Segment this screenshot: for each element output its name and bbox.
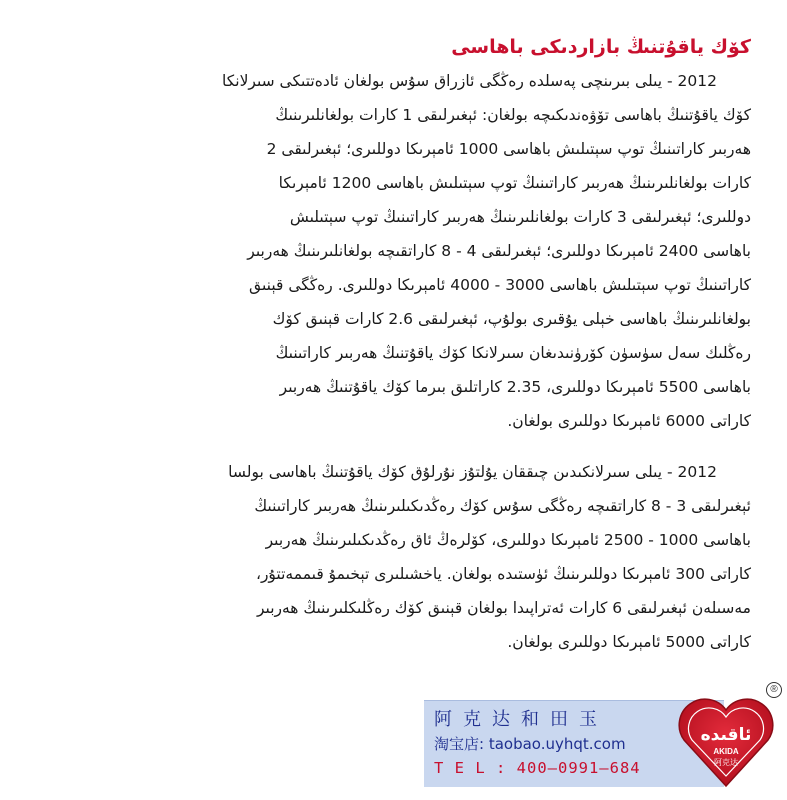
- text-line: دوللىرى؛ ئېغىرلىقى 3 كارات بولغانلىرىنىڭ ھەربىر كاراتىنىڭ توپ سېتىلىش: [289, 208, 751, 226]
- akida-logo-icon: [678, 690, 774, 790]
- text-line: باھاسى 1000 - 2500 ئامېرىكا دوللىرى، كۆلرەڭ ئاق رەڭدىكىلىرىنىڭ ھەربىر: [265, 531, 751, 549]
- shop-url: 淘宝店: taobao.uyhqt.com: [434, 735, 626, 753]
- document-title: كۆك ياقۇتنىڭ بازاردىكى باھاسى: [451, 36, 751, 58]
- phone-number: T E L : 400—0991—684: [434, 759, 641, 777]
- text-line: ھەربىر كاراتىنىڭ توپ سېتىلىش باھاسى 1000 ئامېرىكا دوللىرى؛ ئېغىرلىقى 2: [266, 140, 751, 158]
- paragraph-1: [50, 64, 751, 438]
- registered-mark-icon: ®: [766, 682, 782, 698]
- text-line: كاراتىنىڭ توپ سېتىلىش باھاسى 3000 - 4000 ئامېرىكا دوللىرى. رەڭگى قېنىق: [249, 276, 751, 294]
- text-line: رەڭلىك سەل سۈسۈن كۆرۈنىدىغان سىرلانكا كۆك ياقۇتنىڭ ھەربىر كاراتىنىڭ: [275, 344, 751, 362]
- text-line: كاراتى 5000 ئامېرىكا دوللىرى بولغان.: [507, 633, 751, 651]
- text-line: باھاسى 2400 ئامېرىكا دوللىرى؛ ئېغىرلىقى 4 - 8 كاراتقىچە بولغانلىرىنىڭ ھەربىر: [247, 242, 751, 260]
- logo-uyghur-text: ئاقىدە: [700, 725, 752, 745]
- paragraph-2: [50, 455, 751, 659]
- text-line: 2012 - يىلى سىرلانكىدىن چىققان يۇلتۇز نۇرلۇق كۆك ياقۇتنىڭ باھاسى بولسا: [228, 463, 717, 481]
- logo-latin-text: AKIDA: [713, 747, 739, 756]
- brand-name: 阿克达和田玉: [434, 709, 608, 730]
- text-line: كاراتى 6000 ئامېرىكا دوللىرى بولغان.: [507, 412, 751, 430]
- text-line: كارات بولغانلىرىنىڭ ھەربىر كاراتىنىڭ توپ سېتىلىش باھاسى 1200 ئامېرىكا: [278, 174, 751, 192]
- text-line: كۆك ياقۇتنىڭ باھاسى تۆۋەندىكىچە بولغان: ئېغىرلىقى 1 كارات بولغانلىرىنىڭ: [275, 106, 751, 124]
- text-line: 2012 - يىلى بىرىنچى پەسلدە رەڭگى ئازراق سۇس بولغان ئادەتتىكى سىرلانكا: [221, 72, 717, 90]
- logo-chinese-text: 阿克达: [714, 758, 738, 767]
- text-line: باھاسى 5500 ئامېرىكا دوللىرى، 2.35 كاراتلىق بىرما كۆك ياقۇتنىڭ ھەربىر: [279, 378, 751, 396]
- text-line: كاراتى 300 ئامېرىكا دوللىرىنىڭ ئۈستىدە بولغان. ياخشىلىرى تېخىمۇ قىممەتتۇر،: [255, 565, 751, 583]
- text-line: مەسىلەن ئېغىرلىقى 6 كارات ئەتراپىدا بولغان قېنىق كۆك رەڭلىكلىرىنىڭ ھەربىر: [256, 599, 751, 617]
- text-line: بولغانلىرىنىڭ باھاسى خېلى يۇقىرى بولۇپ، ئېغىرلىقى 2.6 كارات قېنىق كۆك: [272, 310, 751, 328]
- text-line: ئېغىرلىقى 3 - 8 كاراتقىچە رەڭگى سۇس كۆك رەڭدىكىلىرىنىڭ ھەربىر كاراتىنىڭ: [254, 497, 751, 515]
